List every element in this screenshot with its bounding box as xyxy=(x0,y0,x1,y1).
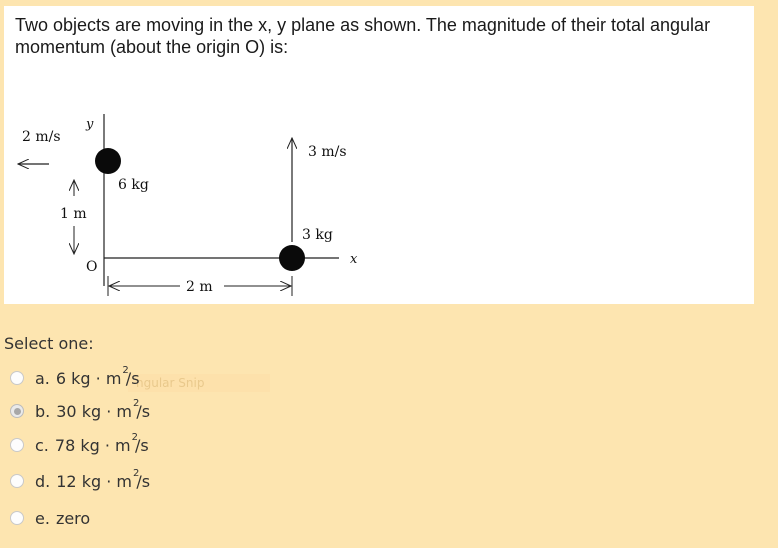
option-value: 6 kg · m xyxy=(55,368,122,388)
option-unit-exponent: 2 xyxy=(132,467,140,479)
y-axis-label: y xyxy=(86,117,94,132)
x-axis-label: x xyxy=(350,252,358,267)
mass-3kg-ball xyxy=(279,245,305,271)
option-letter: b. xyxy=(35,401,51,421)
option-letter: e. xyxy=(35,508,50,528)
question-text: Two objects are moving in the x, y plane as shown. The magnitude of their total angular momentum (about the origin O) is: xyxy=(15,15,711,57)
select-one-label: Select one: xyxy=(4,334,94,353)
mass-6kg-label: 6 kg xyxy=(118,177,149,193)
radio-button[interactable] xyxy=(10,371,24,385)
answer-option-e[interactable] xyxy=(10,506,90,530)
radio-button[interactable] xyxy=(10,404,24,418)
answer-option-b[interactable] xyxy=(10,399,150,423)
radio-button[interactable] xyxy=(10,511,24,525)
option-letter: a. xyxy=(35,368,50,388)
origin-label: O xyxy=(86,259,98,275)
distance-1m-label: 1 m xyxy=(60,206,87,222)
velocity-2ms-label: 2 m/s xyxy=(22,129,61,145)
velocity-3ms-label: 3 m/s xyxy=(308,144,347,160)
radio-button[interactable] xyxy=(10,474,24,488)
option-value: zero xyxy=(55,508,91,528)
distance-2m-label: 2 m xyxy=(186,279,213,295)
physics-figure xyxy=(4,6,754,304)
mass-6kg-ball xyxy=(95,148,121,174)
option-unit-exponent: 2 xyxy=(131,431,138,443)
option-letter: c. xyxy=(35,435,49,455)
option-unit-exponent: 2 xyxy=(132,397,140,409)
answer-option-c[interactable] xyxy=(10,433,149,457)
radio-button[interactable] xyxy=(10,438,24,452)
mass-3kg-label: 3 kg xyxy=(302,227,333,243)
option-unit-suffix: /s xyxy=(136,471,151,491)
question-card xyxy=(4,6,754,304)
answer-option-a[interactable] xyxy=(10,366,140,390)
option-unit-suffix: /s xyxy=(125,368,140,388)
answer-option-d[interactable] xyxy=(10,469,150,493)
snip-overlay-text: ngular Snip xyxy=(128,374,270,392)
option-value: 78 kg · m xyxy=(54,435,131,455)
option-letter: d. xyxy=(35,471,51,491)
option-unit-suffix: /s xyxy=(134,435,149,455)
option-value: 12 kg · m xyxy=(56,471,132,491)
option-unit-suffix: /s xyxy=(136,401,151,421)
option-value: 30 kg · m xyxy=(56,401,132,421)
option-unit-exponent: 2 xyxy=(122,364,129,376)
